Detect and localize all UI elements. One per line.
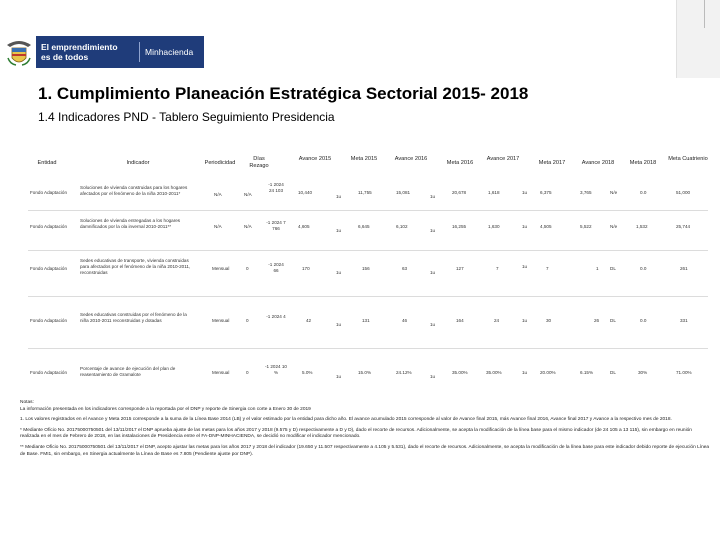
cell-avance-2017: 1,630 xyxy=(488,224,500,229)
header-avance-2018: Avance 2018 xyxy=(581,160,615,166)
cell-meta-cuatrienio: 71.00% xyxy=(676,370,692,375)
cell-semaforo-2016: 1u xyxy=(430,374,436,379)
cell-entidad: Fondo Adaptación xyxy=(30,370,68,375)
notes-heading: Notas: xyxy=(20,400,34,405)
cell-avance-2016: 6,102 xyxy=(396,224,408,229)
cell-semaforo-2017: 1u xyxy=(522,224,528,229)
cell-periodicidad: N/A xyxy=(214,224,222,229)
cell-entidad: Fondo Adaptación xyxy=(30,190,68,195)
note-1: 1. Los valores registrados en el Avance y Meta 2015 corresponde a la suma de la Línea Base 2014 (LB) y el valor estimado por la entidad para dicho año. El avance acumulado 2015 corresponde al valor de Avance final 2015, más Avance final 2016, Avance final 2017 y Avance a la respectivo mes de 2018. xyxy=(20,417,672,423)
cell-semaforo-2017: 1u xyxy=(522,370,528,375)
cell-avance-2015: 10,440 xyxy=(298,190,313,195)
cell-rezago: N/A xyxy=(244,192,252,197)
cell-avance-2017: 24 xyxy=(494,318,500,323)
cell-meta-cuatrienio: 261 xyxy=(680,266,688,271)
row-divider xyxy=(28,250,708,251)
cell-avance-2017: 7 xyxy=(496,266,499,271)
cell-meta-2015: 131 xyxy=(362,318,370,323)
note-double-asterisk: ** Mediante Oficio No. 20175000750501 del 13/11/2017 el DNP, acepto ajustar las metas para los años 2017 y 2018 del indicador (19.650 y 11.507 respectivamente a 4.105 y 5.531), dado el recorte de recursos. Adicionalmente, se acepta la modificación de la línea base para este indicador debido reporte de ejecución Línea de Base. FMI1, sin embargo, en Sinergia actualmente la Línea de Base es 7.805 (Pendiente ajuste por DNP). xyxy=(20,444,710,457)
page-title: 1. Cumplimiento Planeación Estratégica Sectorial 2015- 2018 xyxy=(38,84,529,103)
cell-meta-2018: 30% xyxy=(638,370,648,375)
cell-semaforo-2018: N/e xyxy=(610,224,618,229)
cell-meta-2016: 16,255 xyxy=(452,224,467,229)
ministry-name: Minhacienda xyxy=(145,47,194,57)
cell-rezago-note: -1 2024 66 xyxy=(268,262,284,273)
header-meta-cuatrienio: Meta Cuatrienio xyxy=(668,156,708,162)
cell-meta-2015: 15.0% xyxy=(358,370,372,375)
cell-meta-2016: 164 xyxy=(456,318,464,323)
header-avance-2015: Avance 2015 xyxy=(298,156,332,162)
cell-semaforo-2016: 1u xyxy=(430,322,436,327)
cell-rezago-note: -1 2024 4 xyxy=(266,314,286,319)
cell-meta-2017: 20.00% xyxy=(540,370,556,375)
cell-avance-2018: 6.15% xyxy=(580,370,594,375)
cell-periodicidad: Mensual xyxy=(212,318,230,323)
header-indicador: Indicador xyxy=(126,160,150,166)
cell-meta-2016: 35.00% xyxy=(452,370,468,375)
cell-indicador: Sedes educativas construidas por el fenómeno de la niña 2010-2011 reconstruidas y dotadas xyxy=(80,312,187,323)
cell-semaforo-2017: 1u xyxy=(522,264,528,269)
header-avance-2016: Avance 2016 xyxy=(394,156,428,162)
cell-meta-cuatrienio: 25,744 xyxy=(676,224,691,229)
cell-semaforo-2018: DL xyxy=(610,370,616,375)
cell-periodicidad: Mensual xyxy=(212,266,230,271)
cell-rezago-note: -1 2024 24 103 xyxy=(268,182,284,193)
cell-meta-2017: 7 xyxy=(546,266,549,271)
cell-meta-cuatrienio: 51,000 xyxy=(676,190,691,195)
cell-semaforo-2018: DL xyxy=(610,318,616,323)
header-meta-2018: Meta 2018 xyxy=(629,160,657,166)
header-periodicidad: Periodicidad xyxy=(204,160,236,166)
cell-semaforo-2018: N/e xyxy=(610,190,618,195)
row-divider xyxy=(28,348,708,349)
cell-rezago: 0 xyxy=(246,266,249,271)
cell-meta-2017: 4,505 xyxy=(540,224,552,229)
cell-indicador: Soluciones de vivienda construidas para los hogares afectados por el fenómeno de la niña 2010-2011* xyxy=(80,185,188,196)
cell-meta-2016: 20,678 xyxy=(452,190,467,195)
cell-semaforo-2015: 1u xyxy=(336,322,342,327)
cell-meta-2017: 30 xyxy=(546,318,552,323)
cell-semaforo-2015: 1u xyxy=(336,194,342,199)
header-meta-2016: Meta 2016 xyxy=(446,160,474,166)
cell-rezago-note: -1 2024 10 % xyxy=(265,364,287,375)
cell-avance-2018: 1 xyxy=(596,266,599,271)
cell-indicador: Sedes educativas de transporte, vivienda construidas para afectados por el fenómeno de la niña 2010-2011, reconstruidas xyxy=(80,258,191,275)
cell-rezago: N/A xyxy=(244,224,252,229)
cell-avance-2018: 3,765 xyxy=(580,190,592,195)
cell-rezago-note: -1 2024 7 766 xyxy=(266,220,286,231)
cell-semaforo-2015: 1u xyxy=(336,228,342,233)
row-divider xyxy=(28,296,708,297)
cell-avance-2017: 1,618 xyxy=(488,190,500,195)
cell-indicador: Soluciones de vivienda entregadas a los hogares damnificados por la ola invernal 2010-2011** xyxy=(80,218,181,229)
cell-meta-2015: 6,645 xyxy=(358,224,370,229)
cell-semaforo-2017: 1u xyxy=(522,318,528,323)
header-avance-2017: Avance 2017 xyxy=(486,156,520,162)
cell-meta-2018: 0.0 xyxy=(640,318,647,323)
cell-indicador: Porcentaje de avance de ejecución del plan de reasentamiento de Gramalote xyxy=(80,366,176,377)
section-subtitle: 1.4 Indicadores PND - Tablero Seguimiento Presidencia xyxy=(38,110,335,124)
cell-meta-2018: 0.0 xyxy=(640,266,647,271)
cell-avance-2016: 24.12% xyxy=(396,370,412,375)
cell-semaforo-2015: 1u xyxy=(336,374,342,379)
cell-avance-2018: 5,522 xyxy=(580,224,592,229)
cell-semaforo-2018: DL xyxy=(610,266,616,271)
cell-periodicidad: N/A xyxy=(214,192,222,197)
header-dias-rezago: Días Rezago xyxy=(249,156,269,169)
header-meta-2015: Meta 2015 xyxy=(350,156,378,162)
brand-slogan: El emprendimiento es de todos xyxy=(41,42,118,62)
cell-avance-2015: 4,605 xyxy=(298,224,310,229)
cell-entidad: Fondo Adaptación xyxy=(30,318,68,323)
cell-meta-cuatrienio: 331 xyxy=(680,318,688,323)
cell-meta-2017: 6,375 xyxy=(540,190,552,195)
cell-avance-2016: 46 xyxy=(402,318,408,323)
header-meta-2017: Meta 2017 xyxy=(538,160,566,166)
cell-semaforo-2017: 1u xyxy=(522,190,528,195)
cell-avance-2018: 26 xyxy=(594,318,600,323)
cell-rezago: 0 xyxy=(246,370,249,375)
cell-avance-2015: 5.0% xyxy=(302,370,313,375)
cell-meta-2018: 0.0 xyxy=(640,190,647,195)
cell-semaforo-2015: 1u xyxy=(336,270,342,275)
cell-periodicidad: Mensual xyxy=(212,370,230,375)
cell-meta-2016: 127 xyxy=(456,266,464,271)
cell-meta-2015: 156 xyxy=(362,266,370,271)
notes-section xyxy=(20,400,710,462)
notes-source: La información presentada en los indicadores corresponde a la reportada por el DNP y reporte de Sinergia con corte a Enero 30 de 2019 xyxy=(20,406,311,412)
cell-avance-2017: 35.00% xyxy=(486,370,502,375)
note-asterisk: * Mediante Oficio No. 20175000750501 del 13/11/2017 el DNP aprueba ajuste de las metas para los años 2017 y 2018 (9.575 y D) respectivamente a D y D), dado el recorte de recursos. Adicionalmente, se acepta la modificación de la línea base para el mismo indicador (de 24 105 a 13 115), sin embargo en reunión realizada en el mes de Febrero de 2018, en las instalaciones de Presidencia entre el FA-DNP-MINHACIENDA, se decidió no modificar el indicador mencionado. xyxy=(20,427,692,440)
cell-avance-2016: 63 xyxy=(402,266,408,271)
cell-meta-2018: 1,532 xyxy=(636,224,648,229)
cell-entidad: Fondo Adaptación xyxy=(30,266,68,271)
cell-avance-2015: 42 xyxy=(306,318,312,323)
cell-avance-2016: 15,081 xyxy=(396,190,411,195)
cell-semaforo-2016: 1u xyxy=(430,228,436,233)
cell-semaforo-2016: 1u xyxy=(430,194,436,199)
cell-entidad: Fondo Adaptación xyxy=(30,224,68,229)
cell-meta-2015: 11,755 xyxy=(358,190,372,195)
cell-rezago: 0 xyxy=(246,318,249,323)
row-divider xyxy=(28,210,708,211)
cell-semaforo-2016: 1u xyxy=(430,270,436,275)
header-entidad: Entidad xyxy=(37,160,57,166)
cell-avance-2015: 170 xyxy=(302,266,310,271)
